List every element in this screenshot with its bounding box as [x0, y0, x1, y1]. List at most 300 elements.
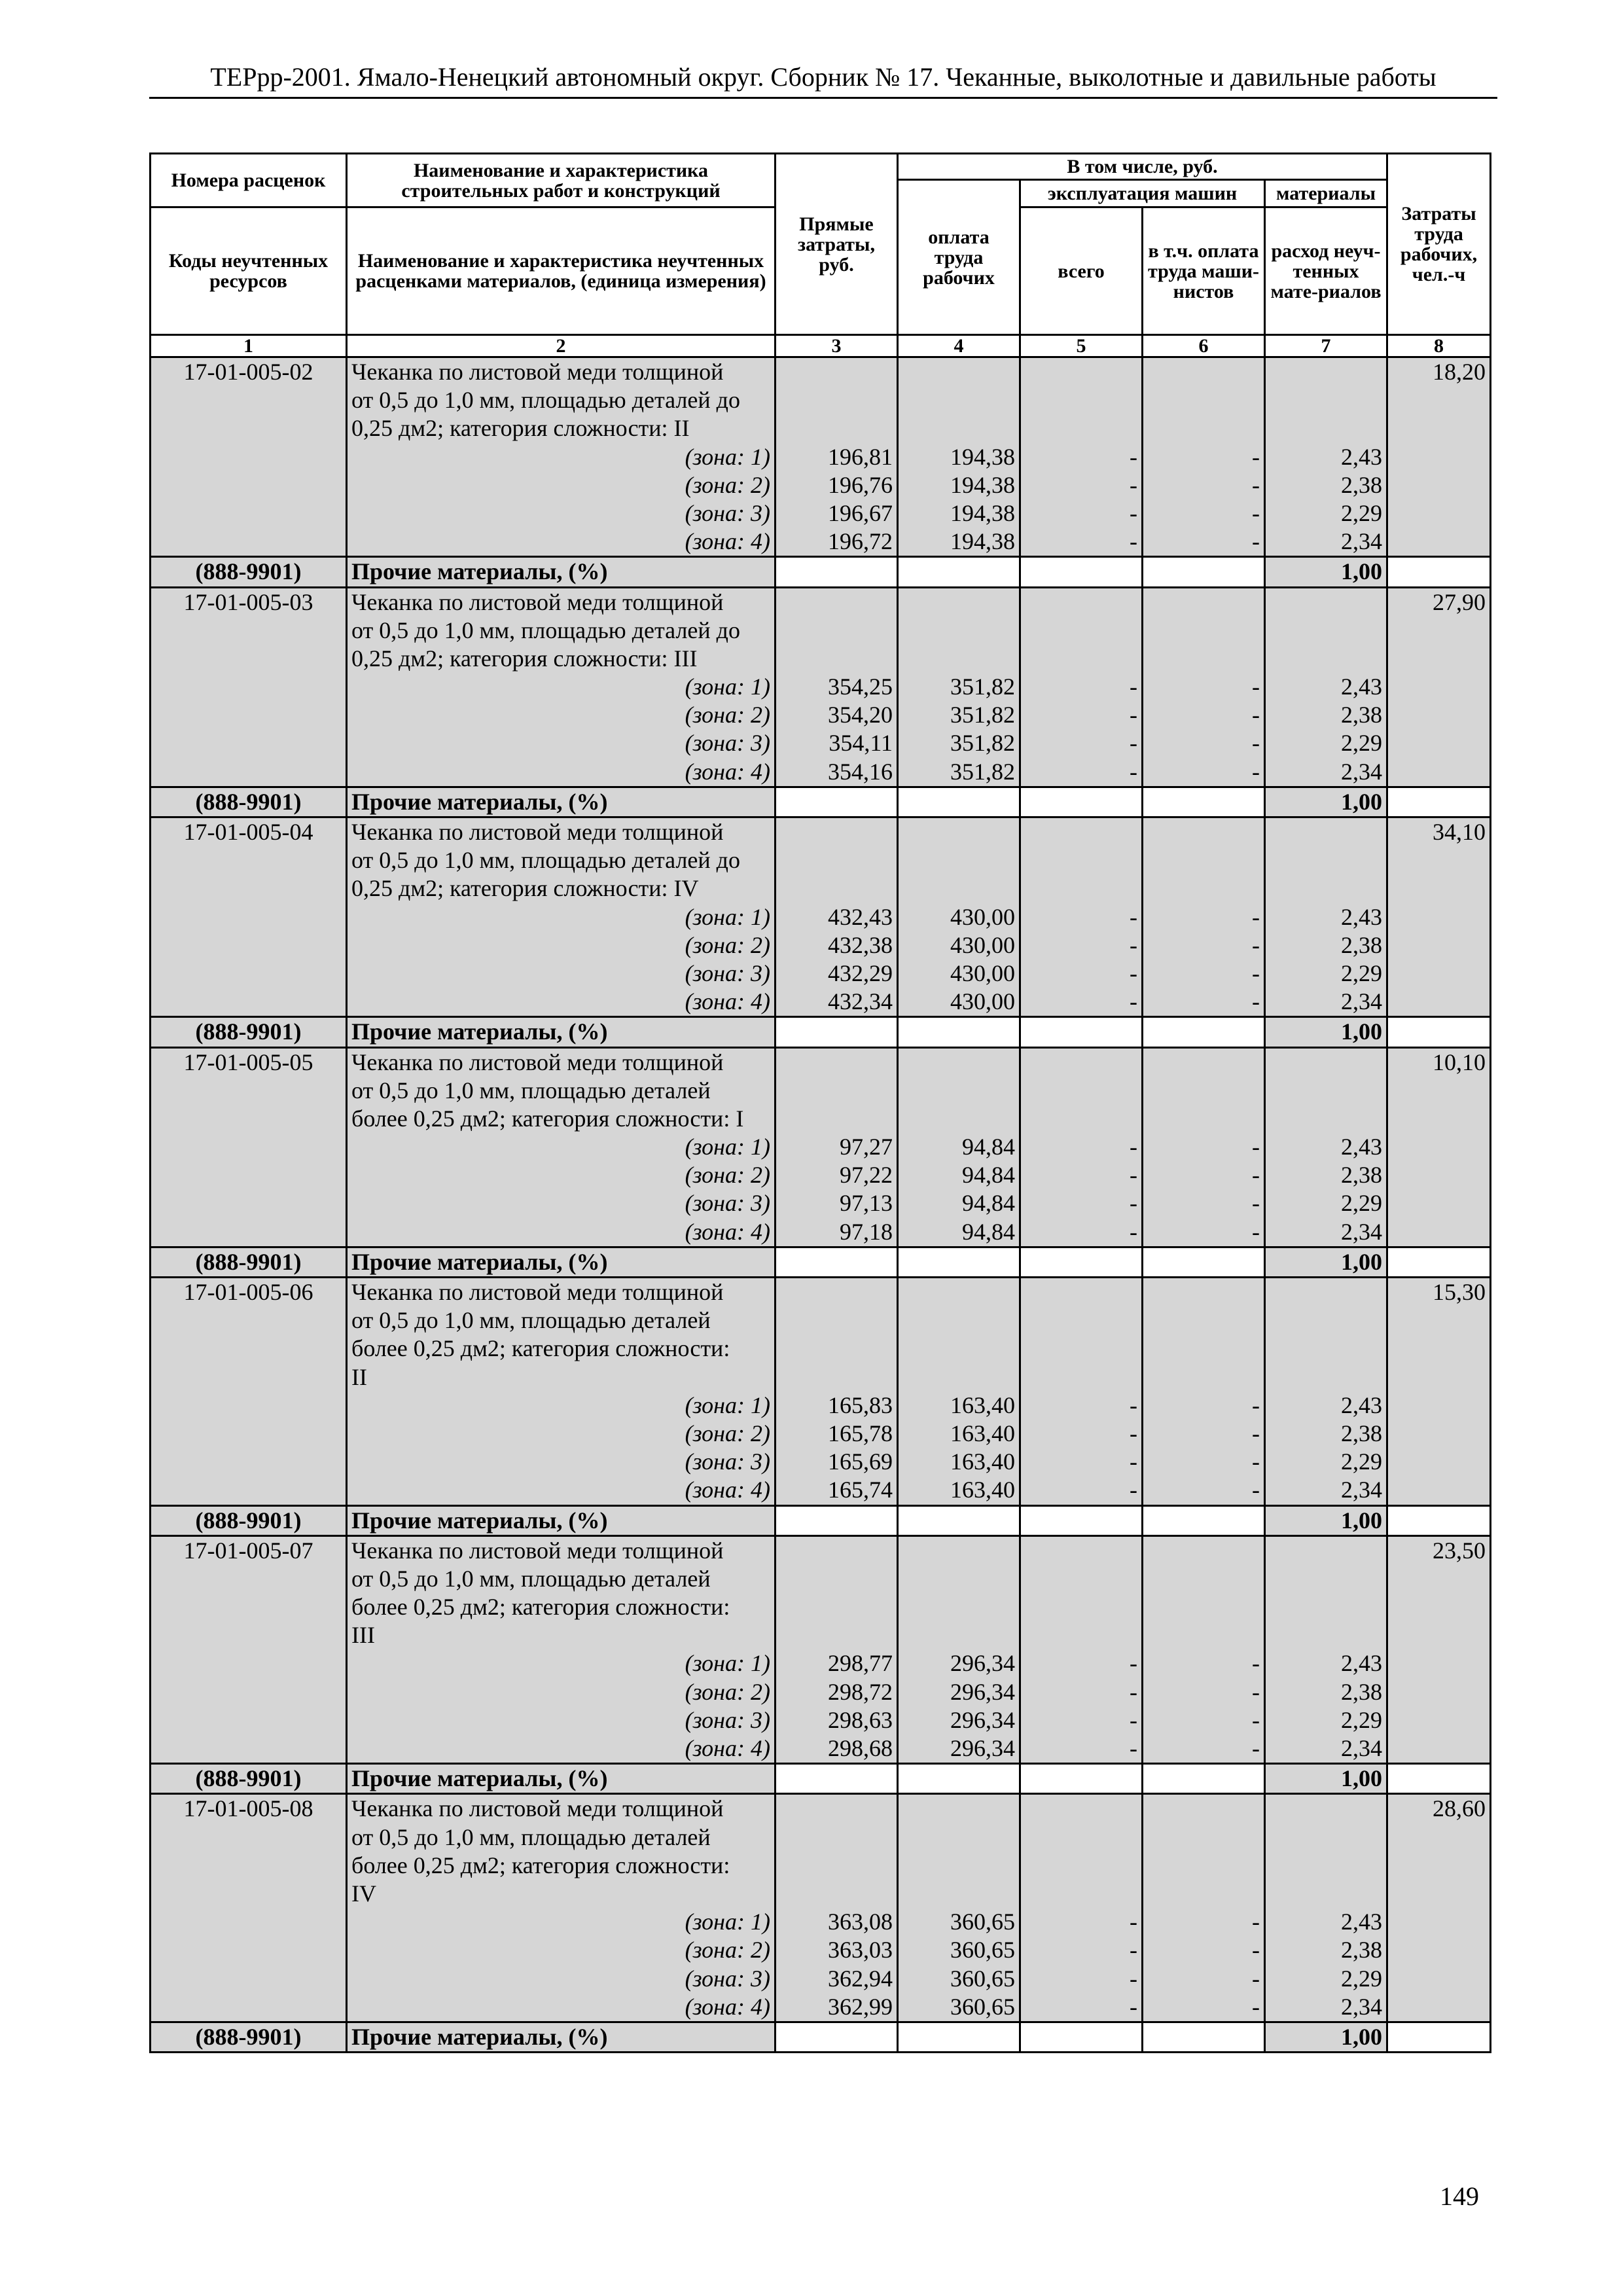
- column-number: 1: [151, 335, 347, 357]
- resource-code: [151, 557, 347, 587]
- machines-total-cell: [1020, 587, 1143, 787]
- machinist-wage-cell: [1143, 1535, 1265, 1764]
- rate-row: [151, 817, 1491, 1017]
- rate-description: [347, 1535, 776, 1764]
- machines-total-value: -: [1130, 730, 1137, 757]
- direct-cost-value: 354,11: [829, 730, 893, 757]
- col-material-name-header: Наименование и характеристика неучтенных расценками материалов, (единица измерения): [347, 207, 776, 335]
- page-number: 149: [1440, 2181, 1479, 2211]
- direct-cost-value: 354,25: [828, 673, 893, 700]
- col-work-name-header: Наименование и характеристика строительных работ и конструкций: [347, 154, 776, 207]
- zone-label: (зона: 1): [685, 1909, 770, 1935]
- machinist-wage-value: -: [1252, 931, 1260, 958]
- col-resource-code-header: Коды неучтенных ресурсов: [151, 207, 347, 335]
- materials-cell: [1265, 357, 1387, 557]
- materials-value: 2,29: [1341, 1448, 1383, 1475]
- empty-cell: [898, 787, 1020, 817]
- machinist-wage-value: -: [1252, 1735, 1260, 1761]
- machinist-wage-value: -: [1252, 1218, 1260, 1245]
- empty-cell: [1020, 1764, 1143, 1794]
- machines-total-value: -: [1130, 702, 1137, 728]
- machinist-wage-value: -: [1252, 1190, 1260, 1217]
- rate-row: [151, 357, 1491, 557]
- resource-code-text: (888-9901): [195, 1018, 302, 1045]
- materials-value: 2,43: [1341, 1650, 1383, 1677]
- col-machinist-wage-header: в т.ч. оплата труда маши-нистов: [1143, 207, 1265, 335]
- machines-total-value: -: [1130, 931, 1137, 958]
- labor-value: 27,90: [1433, 588, 1486, 615]
- direct-cost-cell: [776, 1047, 898, 1247]
- rate-code: [151, 587, 347, 787]
- empty-cell: [898, 1505, 1020, 1535]
- resource-row: [151, 2022, 1491, 2052]
- resource-code-text: (888-9901): [195, 788, 302, 815]
- direct-cost-value: 354,20: [828, 702, 893, 728]
- column-number: 6: [1143, 335, 1265, 357]
- machines-total-cell: [1020, 1278, 1143, 1506]
- materials-cell: [1265, 1794, 1387, 2022]
- labor-value: 15,30: [1433, 1279, 1486, 1305]
- zone-label: (зона: 3): [685, 960, 770, 986]
- materials-value: 2,38: [1341, 471, 1383, 498]
- materials-value: 2,29: [1341, 960, 1383, 986]
- rate-code-text: 17-01-005-04: [183, 819, 313, 845]
- materials-value: 2,43: [1341, 673, 1383, 700]
- resource-name: [347, 2022, 776, 2052]
- materials-value: 2,38: [1341, 1678, 1383, 1705]
- machines-header: эксплуатация машин: [1020, 180, 1265, 207]
- machines-total-value: -: [1130, 499, 1137, 526]
- materials-value: 2,43: [1341, 1909, 1383, 1935]
- description-line: Чеканка по листовой меди толщиной: [351, 359, 724, 385]
- machines-total-value: -: [1130, 1190, 1137, 1217]
- description-line: более 0,25 дм2; категория сложности:: [351, 1335, 730, 1362]
- resource-code-text: (888-9901): [195, 558, 302, 585]
- machinist-wage-value: -: [1252, 1477, 1260, 1503]
- description-line: Чеканка по листовой меди толщиной: [351, 1537, 724, 1564]
- description-line: от 0,5 до 1,0 мм, площадью деталей до: [351, 847, 740, 874]
- machines-total-value: -: [1130, 1937, 1137, 1964]
- materials-value: 2,29: [1341, 730, 1383, 757]
- resource-name: [347, 1247, 776, 1277]
- materials-value: 2,38: [1341, 1420, 1383, 1446]
- empty-cell: [898, 1247, 1020, 1277]
- machines-total-value: -: [1130, 528, 1137, 555]
- materials-cell: [1265, 1047, 1387, 1247]
- wage-value: 360,65: [950, 1993, 1015, 2020]
- materials-value: 2,43: [1341, 1134, 1383, 1160]
- labor-value: 18,20: [1433, 359, 1486, 385]
- machinist-wage-value: -: [1252, 1937, 1260, 1964]
- machinist-wage-value: -: [1252, 988, 1260, 1015]
- empty-cell: [776, 1247, 898, 1277]
- description-line: Чеканка по листовой меди толщиной: [351, 819, 724, 845]
- machines-total-value: -: [1130, 1448, 1137, 1475]
- resource-code-text: (888-9901): [195, 2023, 302, 2050]
- machines-total-value: -: [1130, 1218, 1137, 1245]
- materials-value: 2,34: [1341, 1218, 1383, 1245]
- machines-total-cell: [1020, 1047, 1143, 1247]
- wage-value: 296,34: [950, 1735, 1015, 1761]
- machines-total-value: -: [1130, 1162, 1137, 1189]
- empty-cell: [1143, 787, 1265, 817]
- direct-cost-value: 432,29: [828, 960, 893, 986]
- direct-cost-value: 363,08: [828, 1909, 893, 1935]
- empty-cell: [1387, 1017, 1491, 1047]
- machines-total-value: -: [1130, 903, 1137, 930]
- empty-cell: [776, 787, 898, 817]
- materials-value: 2,34: [1341, 1993, 1383, 2020]
- description-line: II: [351, 1363, 367, 1390]
- description-line: от 0,5 до 1,0 мм, площадью деталей: [351, 1823, 711, 1850]
- description-line: Чеканка по листовой меди толщиной: [351, 588, 724, 615]
- empty-cell: [1020, 1505, 1143, 1535]
- incl-header: В том числе, руб.: [898, 154, 1387, 180]
- direct-cost-value: 196,72: [828, 528, 893, 555]
- zone-label: (зона: 2): [685, 931, 770, 958]
- empty-cell: [1020, 557, 1143, 587]
- labor-cell: [1387, 357, 1491, 557]
- empty-cell: [1143, 1247, 1265, 1277]
- rate-code: [151, 1794, 347, 2022]
- zone-label: (зона: 2): [685, 1420, 770, 1446]
- machinist-wage-cell: [1143, 1047, 1265, 1247]
- wage-value: 94,84: [962, 1190, 1015, 1217]
- empty-cell: [776, 1764, 898, 1794]
- machines-total-value: -: [1130, 1735, 1137, 1761]
- direct-cost-value: 196,76: [828, 471, 893, 498]
- wage-cell: [898, 357, 1020, 557]
- wage-value: 351,82: [950, 758, 1015, 785]
- col-rate-number-header: Номера расценок: [151, 154, 347, 207]
- machines-total-value: -: [1130, 1134, 1137, 1160]
- rate-code-text: 17-01-005-02: [183, 359, 313, 385]
- resource-name-text: Прочие материалы, (%): [351, 788, 608, 815]
- direct-cost-value: 363,03: [828, 1937, 893, 1964]
- machines-total-value: -: [1130, 1650, 1137, 1677]
- direct-cost-value: 97,13: [840, 1190, 893, 1217]
- zone-label: (зона: 1): [685, 1134, 770, 1160]
- wage-value: 296,34: [950, 1678, 1015, 1705]
- resource-code-text: (888-9901): [195, 1248, 302, 1275]
- materials-value: 2,38: [1341, 1937, 1383, 1964]
- machinist-wage-value: -: [1252, 499, 1260, 526]
- machines-total-cell: [1020, 817, 1143, 1017]
- column-number: 2: [347, 335, 776, 357]
- wage-value: 296,34: [950, 1650, 1015, 1677]
- materials-value: 2,29: [1341, 499, 1383, 526]
- machines-total-value: -: [1130, 988, 1137, 1015]
- machinist-wage-value: -: [1252, 528, 1260, 555]
- wage-value: 163,40: [950, 1420, 1015, 1446]
- rate-row: [151, 1047, 1491, 1247]
- direct-cost-value: 432,38: [828, 931, 893, 958]
- resource-code: [151, 1017, 347, 1047]
- empty-cell: [1020, 2022, 1143, 2052]
- materials-value: 2,38: [1341, 702, 1383, 728]
- machines-total-value: -: [1130, 1909, 1137, 1935]
- rate-code: [151, 1535, 347, 1764]
- wage-cell: [898, 1535, 1020, 1764]
- zone-label: (зона: 3): [685, 1706, 770, 1733]
- zone-label: (зона: 2): [685, 1937, 770, 1964]
- labor-cell: [1387, 1794, 1491, 2022]
- direct-cost-value: 362,94: [828, 1965, 893, 1992]
- col-wage-header: оплата труда рабочих: [898, 180, 1020, 335]
- column-number: 3: [776, 335, 898, 357]
- resource-value: [1265, 2022, 1387, 2052]
- direct-cost-cell: [776, 1278, 898, 1506]
- empty-cell: [1143, 557, 1265, 587]
- direct-cost-value: 97,27: [840, 1134, 893, 1160]
- column-number: 7: [1265, 335, 1387, 357]
- zone-label: (зона: 3): [685, 1965, 770, 1992]
- description-line: от 0,5 до 1,0 мм, площадью деталей: [351, 1565, 711, 1592]
- machinist-wage-value: -: [1252, 702, 1260, 728]
- direct-cost-value: 298,72: [828, 1678, 893, 1705]
- labor-cell: [1387, 817, 1491, 1017]
- machinist-wage-cell: [1143, 587, 1265, 787]
- machinist-wage-value: -: [1252, 471, 1260, 498]
- materials-value: 2,43: [1341, 443, 1383, 470]
- resource-name-text: Прочие материалы, (%): [351, 1765, 608, 1792]
- direct-cost-value: 354,16: [828, 758, 893, 785]
- wage-value: 163,40: [950, 1477, 1015, 1503]
- direct-cost-cell: [776, 817, 898, 1017]
- direct-cost-value: 97,18: [840, 1218, 893, 1245]
- resource-value-text: 1,00: [1341, 1018, 1383, 1045]
- machinist-wage-value: -: [1252, 758, 1260, 785]
- empty-cell: [1387, 2022, 1491, 2052]
- machinist-wage-value: -: [1252, 903, 1260, 930]
- zone-label: (зона: 1): [685, 1650, 770, 1677]
- machinist-wage-value: -: [1252, 1162, 1260, 1189]
- wage-value: 194,38: [950, 528, 1015, 555]
- empty-cell: [898, 1017, 1020, 1047]
- wage-value: 163,40: [950, 1391, 1015, 1418]
- machinist-wage-value: -: [1252, 1448, 1260, 1475]
- rate-code-text: 17-01-005-05: [183, 1049, 313, 1075]
- wage-value: 351,82: [950, 730, 1015, 757]
- zone-label: (зона: 3): [685, 730, 770, 757]
- rate-description: [347, 1047, 776, 1247]
- direct-cost-value: 298,77: [828, 1650, 893, 1677]
- rates-table: [149, 152, 1491, 2053]
- zone-label: (зона: 4): [685, 1735, 770, 1761]
- resource-value-text: 1,00: [1341, 2023, 1383, 2050]
- direct-cost-value: 165,83: [828, 1391, 893, 1418]
- zone-label: (зона: 3): [685, 1190, 770, 1217]
- zone-label: (зона: 2): [685, 702, 770, 728]
- empty-cell: [1143, 2022, 1265, 2052]
- col-materials-header: расход неуч-тенных мате-риалов: [1265, 207, 1387, 335]
- machinist-wage-cell: [1143, 1794, 1265, 2022]
- wage-value: 430,00: [950, 931, 1015, 958]
- resource-name: [347, 787, 776, 817]
- labor-cell: [1387, 1047, 1491, 1247]
- resource-name-text: Прочие материалы, (%): [351, 1018, 608, 1045]
- rate-description: [347, 817, 776, 1017]
- resource-code: [151, 1764, 347, 1794]
- direct-cost-value: 432,34: [828, 988, 893, 1015]
- materials-cell: [1265, 817, 1387, 1017]
- empty-cell: [1143, 1764, 1265, 1794]
- wage-value: 94,84: [962, 1134, 1015, 1160]
- resource-row: [151, 1764, 1491, 1794]
- machinist-wage-value: -: [1252, 960, 1260, 986]
- machinist-wage-value: -: [1252, 443, 1260, 470]
- machines-total-value: -: [1130, 1706, 1137, 1733]
- materials-value: 2,38: [1341, 1162, 1383, 1189]
- rate-row: [151, 587, 1491, 787]
- empty-cell: [1020, 1017, 1143, 1047]
- empty-cell: [1387, 557, 1491, 587]
- labor-value: 10,10: [1433, 1049, 1486, 1075]
- machinist-wage-cell: [1143, 1278, 1265, 1506]
- resource-row: [151, 787, 1491, 817]
- direct-cost-value: 196,81: [828, 443, 893, 470]
- zone-label: (зона: 4): [685, 528, 770, 555]
- empty-cell: [1387, 1764, 1491, 1794]
- rate-row: [151, 1794, 1491, 2022]
- direct-cost-value: 165,74: [828, 1477, 893, 1503]
- labor-value: 34,10: [1433, 819, 1486, 845]
- resource-code-text: (888-9901): [195, 1765, 302, 1792]
- description-line: Чеканка по листовой меди толщиной: [351, 1049, 724, 1075]
- description-line: Чеканка по листовой меди толщиной: [351, 1795, 724, 1822]
- resource-code: [151, 1505, 347, 1535]
- machinist-wage-value: -: [1252, 1420, 1260, 1446]
- direct-cost-value: 298,63: [828, 1706, 893, 1733]
- direct-cost-value: 165,69: [828, 1448, 893, 1475]
- empty-cell: [776, 557, 898, 587]
- machinist-wage-value: -: [1252, 1993, 1260, 2020]
- machinist-wage-value: -: [1252, 1909, 1260, 1935]
- resource-code: [151, 787, 347, 817]
- machines-total-value: -: [1130, 1477, 1137, 1503]
- empty-cell: [898, 2022, 1020, 2052]
- direct-cost-cell: [776, 1535, 898, 1764]
- machines-total-value: -: [1130, 471, 1137, 498]
- machinist-wage-value: -: [1252, 673, 1260, 700]
- zone-label: (зона: 2): [685, 471, 770, 498]
- machinist-wage-value: -: [1252, 730, 1260, 757]
- resource-name: [347, 557, 776, 587]
- zone-label: (зона: 4): [685, 758, 770, 785]
- materials-value: 2,34: [1341, 758, 1383, 785]
- wage-value: 360,65: [950, 1937, 1015, 1964]
- resource-value: [1265, 1017, 1387, 1047]
- machines-total-value: -: [1130, 1965, 1137, 1992]
- description-line: от 0,5 до 1,0 мм, площадью деталей: [351, 1077, 711, 1103]
- empty-cell: [1387, 1505, 1491, 1535]
- rate-description: [347, 587, 776, 787]
- resource-name-text: Прочие материалы, (%): [351, 1248, 608, 1275]
- resource-name: [347, 1505, 776, 1535]
- machinist-wage-value: -: [1252, 1678, 1260, 1705]
- description-line: от 0,5 до 1,0 мм, площадью деталей: [351, 1307, 711, 1334]
- rate-code: [151, 1047, 347, 1247]
- page-header: ТЕРрр-2001. Ямало-Ненецкий автономный округ. Сборник № 17. Чеканные, выколотные и давильные работы: [149, 60, 1497, 99]
- zone-label: (зона: 1): [685, 443, 770, 470]
- materials-value: 2,29: [1341, 1190, 1383, 1217]
- resource-row: [151, 557, 1491, 587]
- materials-value: 2,29: [1341, 1965, 1383, 1992]
- resource-row: [151, 1247, 1491, 1277]
- col-direct-costs-header: Прямые затраты, руб.: [776, 154, 898, 335]
- machines-total-value: -: [1130, 443, 1137, 470]
- materials-value: 2,29: [1341, 1706, 1383, 1733]
- wage-value: 351,82: [950, 673, 1015, 700]
- wage-value: 94,84: [962, 1162, 1015, 1189]
- resource-code-text: (888-9901): [195, 1507, 302, 1534]
- empty-cell: [1020, 787, 1143, 817]
- machinist-wage-value: -: [1252, 1134, 1260, 1160]
- wage-value: 194,38: [950, 499, 1015, 526]
- wage-value: 430,00: [950, 988, 1015, 1015]
- description-line: 0,25 дм2; категория сложности: IV: [351, 875, 699, 902]
- wage-cell: [898, 817, 1020, 1017]
- col-machines-total-header: всего: [1020, 207, 1143, 335]
- col-labor-header: Затраты труда рабочих, чел.-ч: [1387, 154, 1491, 335]
- resource-value-text: 1,00: [1341, 558, 1383, 585]
- column-number: 8: [1387, 335, 1491, 357]
- resource-row: [151, 1017, 1491, 1047]
- direct-cost-value: 298,68: [828, 1735, 893, 1761]
- empty-cell: [898, 1764, 1020, 1794]
- rate-code-text: 17-01-005-03: [183, 588, 313, 615]
- materials-value: 2,38: [1341, 931, 1383, 958]
- wage-value: 360,65: [950, 1909, 1015, 1935]
- materials-cell: [1265, 1278, 1387, 1506]
- zone-label: (зона: 1): [685, 903, 770, 930]
- machines-total-value: -: [1130, 960, 1137, 986]
- rate-code-text: 17-01-005-07: [183, 1537, 313, 1564]
- zone-label: (зона: 2): [685, 1162, 770, 1189]
- machines-total-cell: [1020, 1535, 1143, 1764]
- rate-code: [151, 1278, 347, 1506]
- direct-cost-cell: [776, 587, 898, 787]
- column-number: 4: [898, 335, 1020, 357]
- description-line: более 0,25 дм2; категория сложности:: [351, 1594, 730, 1621]
- machines-total-value: -: [1130, 1678, 1137, 1705]
- resource-code: [151, 1247, 347, 1277]
- materials-value: 2,43: [1341, 903, 1383, 930]
- wage-value: 360,65: [950, 1965, 1015, 1992]
- wage-value: 430,00: [950, 903, 1015, 930]
- resource-value: [1265, 787, 1387, 817]
- materials-value: 2,34: [1341, 1735, 1383, 1761]
- labor-cell: [1387, 1535, 1491, 1764]
- machines-total-value: -: [1130, 1391, 1137, 1418]
- resource-value-text: 1,00: [1341, 788, 1383, 815]
- machinist-wage-cell: [1143, 817, 1265, 1017]
- description-line: от 0,5 до 1,0 мм, площадью деталей до: [351, 387, 740, 414]
- direct-cost-cell: [776, 1794, 898, 2022]
- direct-cost-value: 165,78: [828, 1420, 893, 1446]
- description-line: III: [351, 1622, 375, 1649]
- zone-label: (зона: 3): [685, 499, 770, 526]
- materials-value: 2,34: [1341, 988, 1383, 1015]
- labor-cell: [1387, 1278, 1491, 1506]
- wage-cell: [898, 1278, 1020, 1506]
- zone-label: (зона: 2): [685, 1678, 770, 1705]
- machinist-wage-value: -: [1252, 1965, 1260, 1992]
- machinist-wage-value: -: [1252, 1391, 1260, 1418]
- labor-value: 23,50: [1433, 1537, 1486, 1564]
- description-line: 0,25 дм2; категория сложности: III: [351, 645, 698, 672]
- description-line: от 0,5 до 1,0 мм, площадью деталей до: [351, 617, 740, 643]
